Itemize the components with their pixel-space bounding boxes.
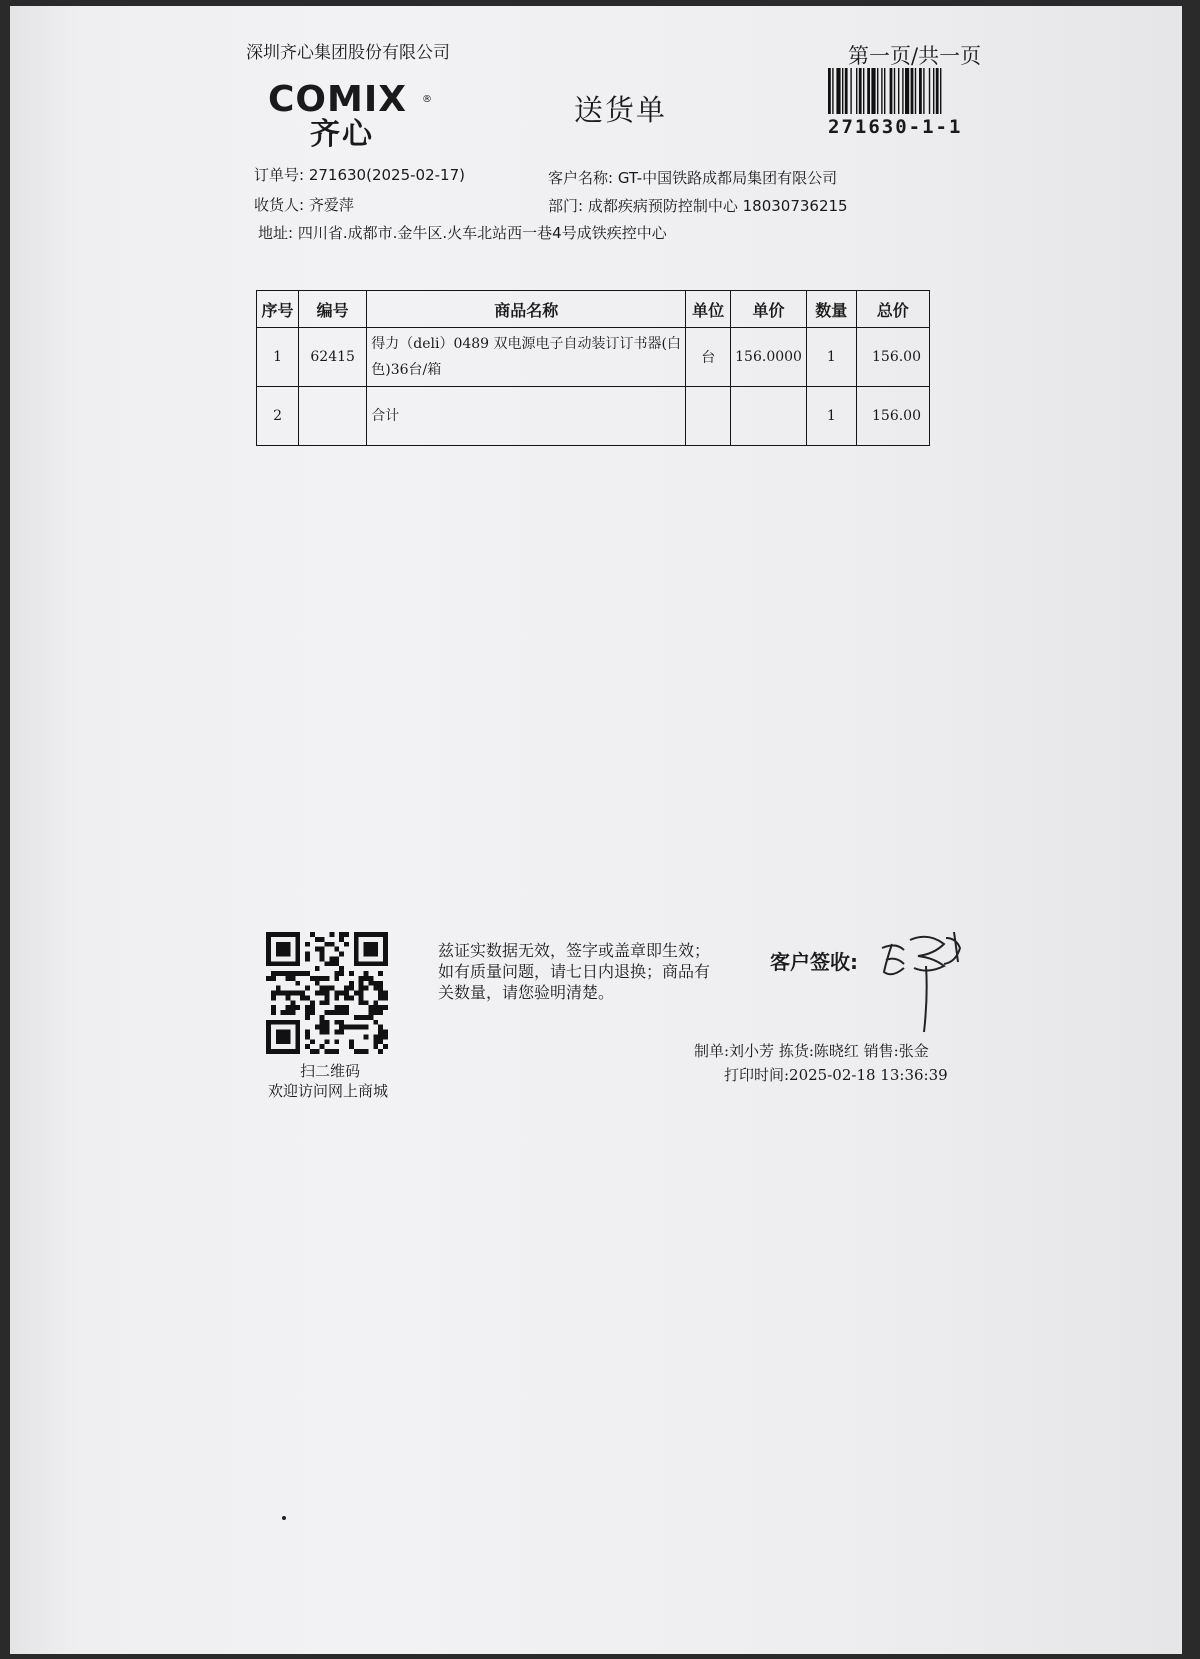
order-value: 271630(2025-02-17) — [308, 166, 465, 184]
address-label: 地址: — [258, 224, 294, 242]
cell-seq: 2 — [257, 387, 299, 446]
cell-total: 156.00 — [856, 328, 929, 387]
print-time: 打印时间:2025-02-18 13:36:39 — [724, 1066, 948, 1084]
customer-label: 客户名称: — [548, 169, 614, 187]
table-row — [257, 328, 930, 387]
cell-quantity: 1 — [806, 328, 856, 387]
header-quantity: 数量 — [806, 291, 856, 328]
header-code: 编号 — [299, 291, 367, 328]
items-table — [256, 290, 930, 446]
header-unit-price: 单价 — [731, 291, 807, 328]
cell-unit: 台 — [686, 328, 731, 387]
barcode-icon — [828, 68, 980, 114]
customer-name — [548, 167, 837, 188]
cell-unit-price — [731, 387, 807, 446]
cell-unit-price: 156.0000 — [731, 328, 807, 387]
qr-caption-mall: 欢迎访问网上商城 — [268, 1082, 389, 1100]
header-unit: 单位 — [686, 291, 731, 328]
company-name: 深圳齐心集团股份有限公司 — [246, 43, 450, 63]
barcode-number: 271630-1-1 — [828, 116, 963, 138]
cell-unit — [686, 387, 731, 446]
registered-mark: ® — [422, 94, 432, 105]
table-header-row — [257, 291, 930, 328]
cell-code: 62415 — [299, 328, 367, 387]
qr-code-icon — [266, 932, 388, 1054]
department-label: 部门: — [548, 197, 584, 215]
header-seq: 序号 — [257, 291, 299, 328]
department — [548, 195, 848, 216]
qr-caption-scan: 扫二维码 — [300, 1062, 361, 1080]
customer-value: GT-中国铁路成都局集团有限公司 — [617, 169, 838, 187]
paper-speck — [282, 1516, 286, 1520]
staff-info: 制单:刘小芳 拣货:陈晓红 销售:张金 — [694, 1042, 929, 1060]
cell-code — [299, 387, 367, 446]
cell-total: 156.00 — [856, 387, 929, 446]
header-total: 总价 — [856, 291, 929, 328]
notice-text: 兹证实数据无效，签字或盖章即生效；如有质量问题，请七日内退换；商品有关数量，请您验明清楚。 — [438, 941, 711, 1002]
address-value: 四川省.成都市.金牛区.火车北站西一巷4号成铁疾控中心 — [297, 224, 667, 242]
receiver-value: 齐爱萍 — [308, 196, 354, 214]
receiver — [254, 194, 354, 215]
table-row-summary — [257, 387, 930, 446]
document-title: 送货单 — [574, 93, 668, 127]
header-product-name: 商品名称 — [367, 291, 686, 328]
cell-product-name: 得力（deli）0489 双电源电子自动装订订书器(白色)36台/箱 — [367, 328, 686, 387]
comix-logo-chinese: 齐心 — [310, 117, 374, 152]
customer-signature-label: 客户签收: — [770, 950, 858, 974]
order-label: 订单号: — [254, 166, 305, 184]
cell-quantity: 1 — [806, 387, 856, 446]
delivery-note-page — [10, 6, 1182, 1654]
order-number — [254, 164, 465, 185]
cell-seq: 1 — [257, 328, 299, 387]
comix-logo-text: COMIX — [268, 79, 407, 120]
cell-product-name: 合计 — [367, 387, 686, 446]
receiver-label: 收货人: — [254, 196, 305, 214]
page-indicator: 第一页/共一页 — [848, 44, 982, 68]
handwritten-signature — [874, 926, 974, 1036]
address — [258, 222, 667, 243]
department-value: 成都疾病预防控制中心 18030736215 — [587, 197, 848, 215]
